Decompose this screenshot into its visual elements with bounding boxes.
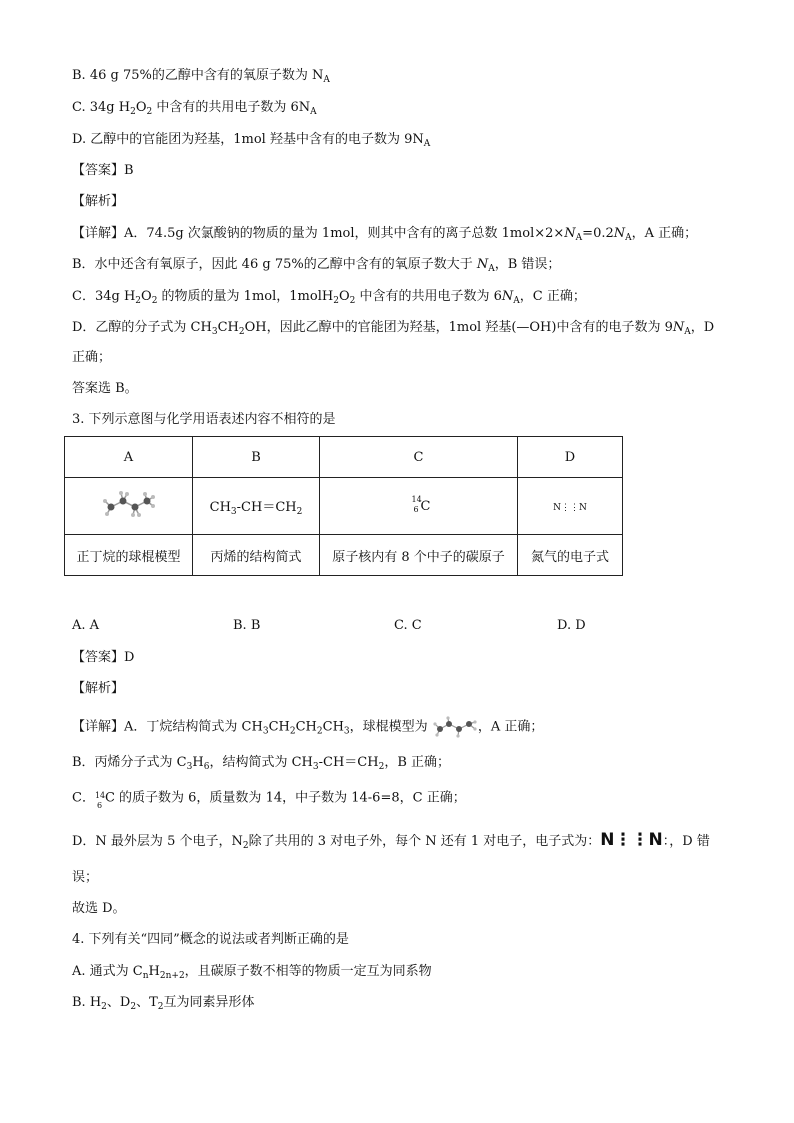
q4-stem: 4. 下列有关“四同”概念的说法或者判断正确的是 [72, 932, 349, 947]
desc-d: 氮气的电子式 [518, 535, 623, 576]
q3-option-d: D. D [557, 618, 586, 633]
q2-detail-d-cont: 正确； [72, 350, 112, 365]
carbon-14-symbol: 14 6 C [411, 495, 431, 514]
cell-c-isotope [320, 478, 518, 535]
butane-ball-stick-icon [101, 489, 157, 519]
q3-option-b: B. B [233, 618, 261, 633]
header-a: A [65, 437, 193, 478]
q3-option-a: A. A [72, 618, 100, 633]
butane-ball-stick-icon [432, 716, 478, 738]
q2-detail-c: C．34g $H_2O_2$ 的物质的量为 1mol，$1molH_2O_2$ 中含有的共用电子数为 $6N_A$，C 正确； [72, 289, 586, 306]
desc-b: 丙烯的结构简式 [193, 535, 320, 576]
q2-conclusion: 答案选 B。 [72, 381, 138, 396]
cell-d-electron-formula: N⋮⋮N [518, 478, 623, 535]
q3-conclusion: 故选 D。 [72, 901, 126, 916]
q3-detail-b: B．丙烯分子式为 $C_3H_6$，结构简式为 $CH_3-CH=CH_2$，B 正确； [72, 755, 450, 772]
q2-detail-a: 【详解】A．74.5g 次氯酸钠的物质的量为 1mol，则其中含有的离子总数 $1mol\times 2\times N_A=0.2N_A$，A 正确； [72, 226, 698, 243]
table-description-row [65, 535, 623, 576]
q3-analysis-label: 【解析】 [72, 681, 125, 696]
q4-option-a: A. 通式为 $C_nH_{2n+2}$，且碳原子数不相等的物质一定互为同系物 [72, 964, 432, 981]
q2-detail-b: B．水中还含有氧原子，因此 46 g 75%的乙醇中含有的氧原子数大于 $N_A$，B 错误； [72, 257, 561, 274]
q3-answer: 【答案】D [72, 650, 135, 665]
q3-option-c: C. C [394, 618, 422, 633]
q3-detail-a: 【详解】A．丁烷结构简式为 $CH_3CH_2CH_2CH_3$，球棍模型为 ，A 正确； [72, 716, 543, 741]
header-b: B [193, 437, 320, 478]
q3-detail-d-cont: 误； [72, 870, 99, 885]
cell-a-ball-stick-model [65, 478, 193, 535]
carbon-14-symbol: 14 6 [94, 791, 106, 810]
cell-b-structure: $CH_3-CH=CH_2$ [193, 478, 320, 535]
q4-option-b: B. $H_2$、$D_2$、$T_2$互为同素异形体 [72, 995, 255, 1012]
q3-detail-c: C． 14 6 C 的质子数为 6，质量数为 14，中子数为 14-6=8，C 正确； [72, 788, 466, 808]
q2-analysis-label: 【解析】 [72, 194, 125, 209]
q2-option-b: B. 46 g 75%的乙醇中含有的氧原子数为 $N_A$ [72, 68, 330, 85]
desc-c: 原子核内有 8 个中子的碳原子 [320, 535, 518, 576]
q3-stem: 3. 下列示意图与化学用语表述内容不相符的是 [72, 412, 336, 427]
q3-table [64, 436, 623, 576]
q3-detail-d: D．N 最外层为 5 个电子，$N_2$除了共用的 3 对电子外，每个 N 还有 1 对电子，电子式为：N⋮⋮N：，D 错 [72, 830, 710, 851]
desc-a: 正丁烷的球棍模型 [65, 535, 193, 576]
table-image-row [65, 478, 623, 535]
table-header-row [65, 437, 623, 478]
header-d: D [518, 437, 623, 478]
header-c: C [320, 437, 518, 478]
q2-detail-d: D．乙醇的分子式为 $CH_3CH_2OH$，因此乙醇中的官能团为羟基，1mol 羟基(—OH)中含有的电子数为 $9N_A$，D [72, 320, 715, 337]
q2-answer: 【答案】B [72, 163, 134, 178]
q2-option-d: D. 乙醇中的官能团为羟基，1mol 羟基中含有的电子数为 $9N_A$ [72, 132, 431, 149]
q2-option-c: C. 34g $H_2O_2$ 中含有的共用电子数为 $6N_A$ [72, 100, 317, 117]
